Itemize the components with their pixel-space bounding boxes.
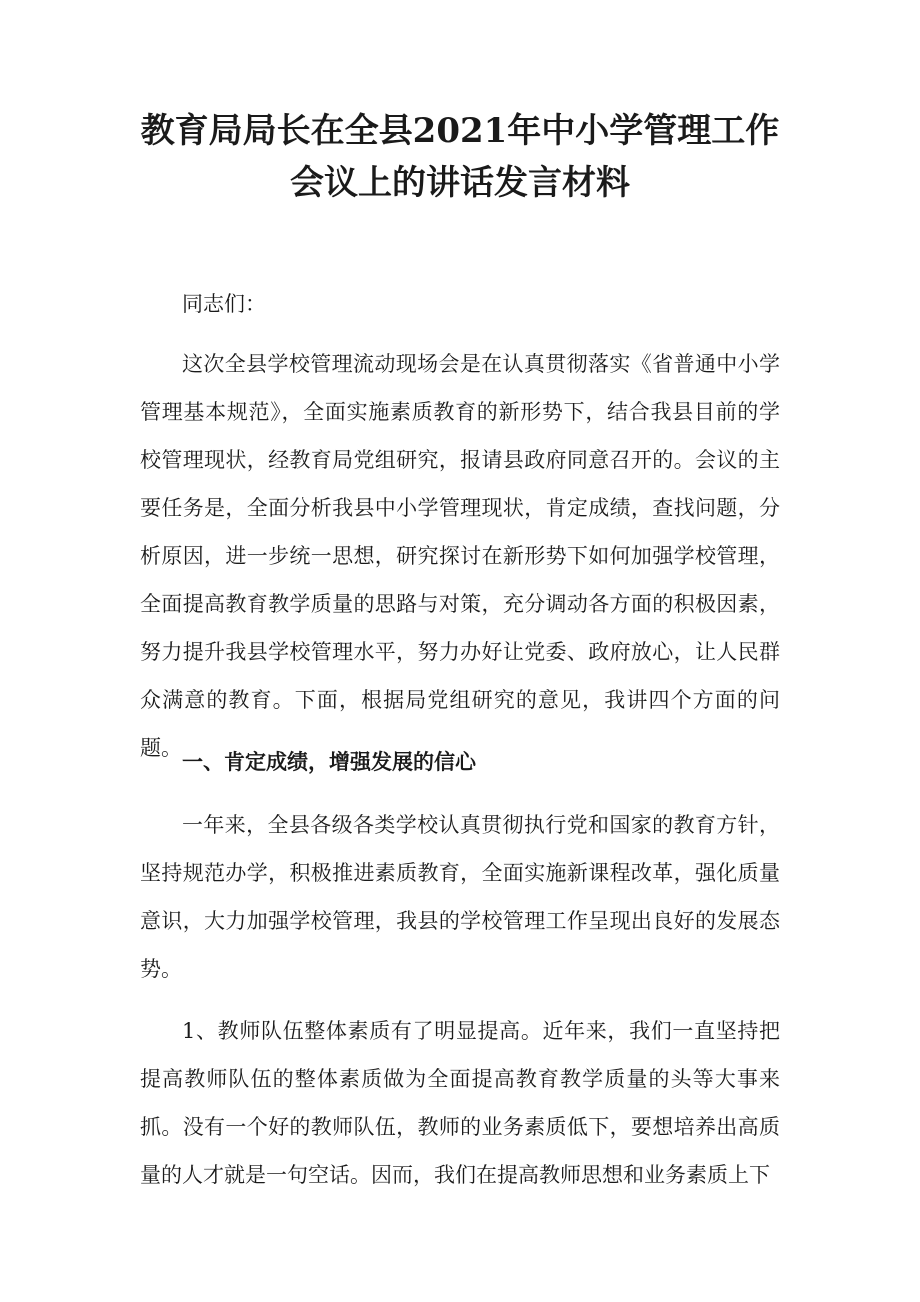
paragraph-achievements: 一年来，全县各级各类学校认真贯彻执行党和国家的教育方针，坚持规范办学，积极推进素质教育，全面实施新课程改革，强化质量意识，大力加强学校管理，我县的学校管理工作呈现出良好的发展态势。 [140,813,780,981]
paragraph-intro: 这次全县学校管理流动现场会是在认真贯彻落实《省普通中小学管理基本规范》，全面实施素质教育的新形势下，结合我县目前的学校管理现状，经教育局党组研究，报请县政府同意召开的。会议的主要任务是，全面分析我县中小学管理现状，肯定成绩，查找问题，分析原因，进一步统一思想，研究探讨在新形势下如何加强学校管理，全面提高教育教学质量的思路与对策，充分调动各方面的积极因素，努力提升我县学校管理水平，努力办好让党委、政府放心，让人民群众满意的教育。下面，根据局党组研究的意见，我讲四个方面的问题。 [140,352,780,760]
section-heading-1: 一、肯定成绩，增强发展的信心 [182,749,476,774]
paragraph-teacher-quality: 1、教师队伍整体素质有了明显提高。近年来，我们一直坚持把提高教师队伍的整体素质做为全面提高教育教学质量的头等大事来抓。没有一个好的教师队伍，教师的业务素质低下，要想培养出高质量的人才就是一句空话。因而，我们在提高教师思想和业务素质上下 [140,1019,780,1187]
salutation: 同志们： [182,292,266,316]
document-title [120,105,800,209]
title-line-1: 教育局局长在全县2021年中小学管理工作 [140,111,780,151]
title-line-2: 会议上的讲话发言材料 [290,163,630,203]
